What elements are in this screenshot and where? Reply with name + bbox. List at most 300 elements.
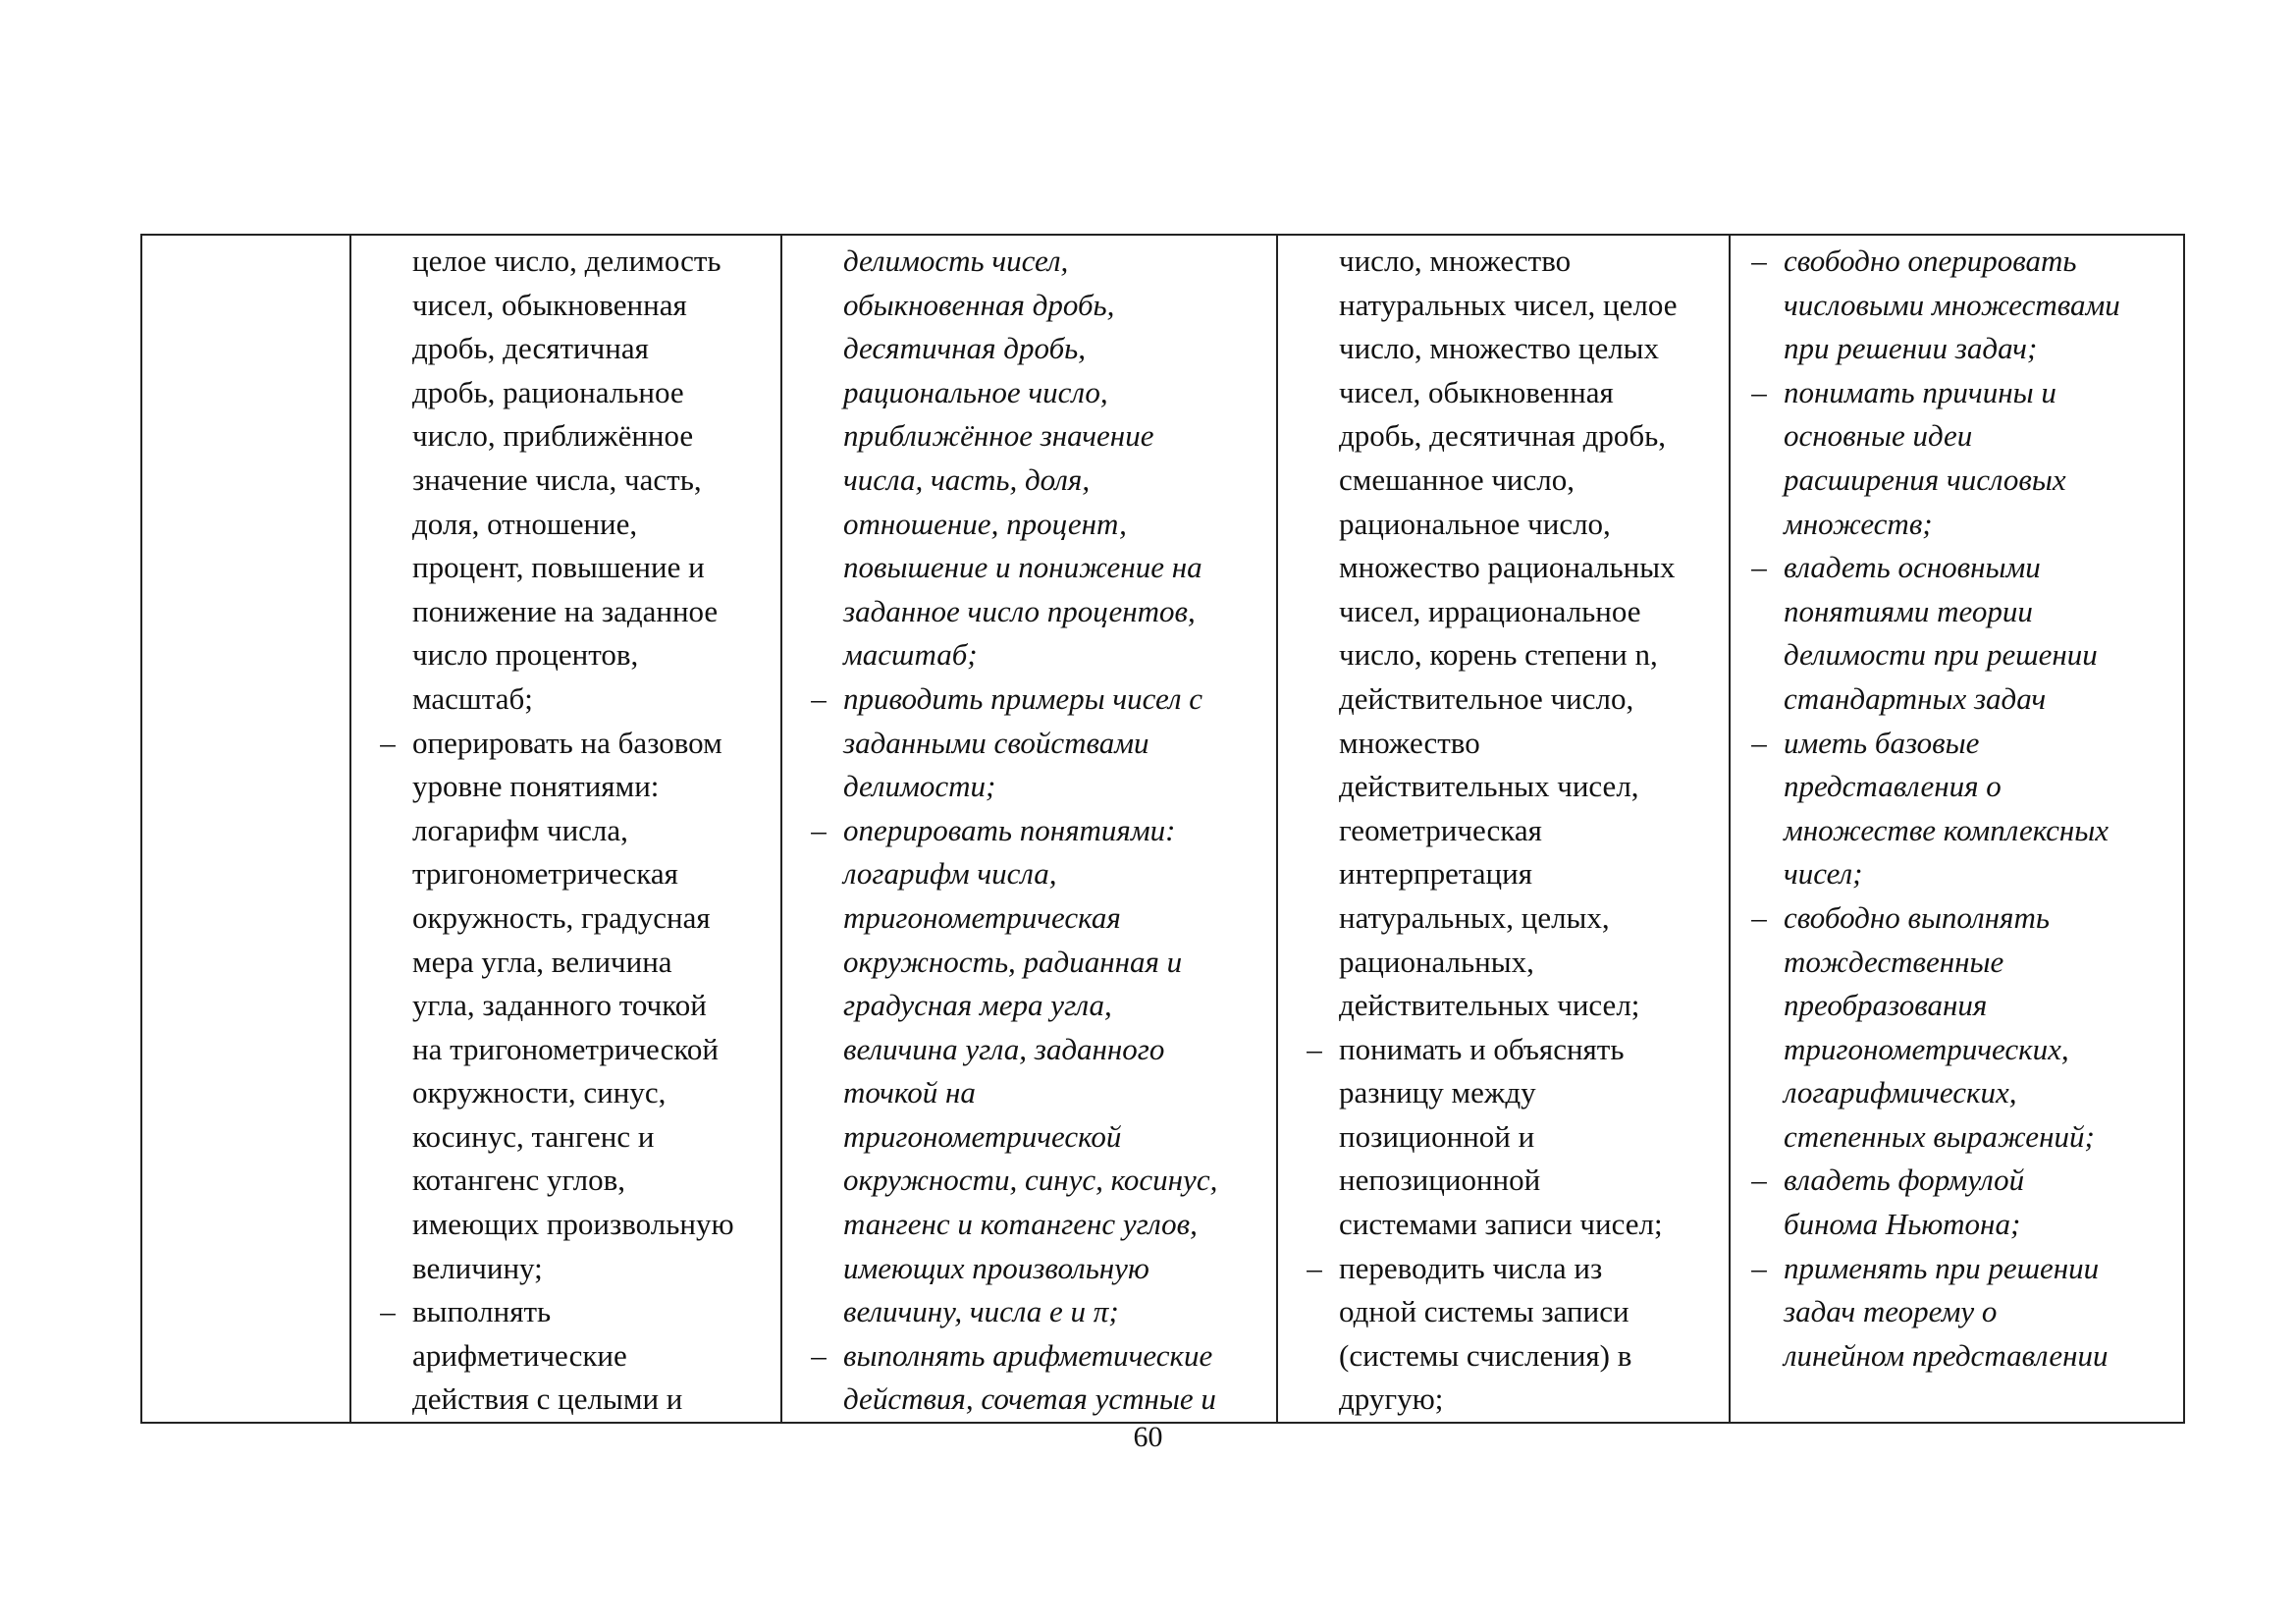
table-cell-advanced-level-extended [1730,235,2184,1423]
line-text: другую; [1339,1381,1444,1417]
line-text: тригонометрических, [1784,1031,2069,1066]
list-item-start [1735,722,2183,766]
line-text: действия, сочетая устные и [843,1381,1216,1417]
line-text: основные идеи [1784,418,1973,454]
bullet-spacer [1735,941,1784,985]
list-item-line [363,1115,780,1160]
list-item-line [363,809,780,853]
dash-bullet: – [380,1294,396,1329]
list-item-line [794,633,1276,677]
list-item-line [1290,809,1729,853]
list-item-line [363,1378,780,1422]
list-item-start [363,1290,780,1334]
bullet-spacer [363,546,412,590]
bullet-spacer [1290,503,1339,547]
list-item-start [1735,371,2183,415]
bullet-spacer [794,1247,843,1291]
list-item-line [1290,503,1729,547]
line-text: величину, числа е и π; [843,1294,1119,1329]
list-item-line [363,371,780,415]
list-item-line [363,1028,780,1072]
table-row [141,235,2184,1423]
line-text: десятичная дробь, [843,331,1087,366]
line-text: понижение на заданное [412,593,719,628]
list-item-line [794,1071,1276,1115]
bullet-spacer [1290,1378,1339,1422]
line-text: масштаб; [412,680,533,716]
list-item-line [1735,677,2183,722]
list-item-line [363,503,780,547]
line-text: дробь, десятичная [412,331,649,366]
line-text: тангенс и котангенс углов, [843,1207,1198,1242]
line-text: обыкновенная дробь, [843,287,1115,322]
bullet-spacer [1290,459,1339,503]
cell-lines [351,236,780,1422]
bullet-spacer [1290,765,1339,809]
list-item-line [1735,1071,2183,1115]
list-item-start [1735,1159,2183,1203]
bullet-spacer [363,633,412,677]
list-item-line [1735,1290,2183,1334]
line-text: котангенс углов, [412,1163,626,1198]
list-item-line [363,896,780,941]
line-text: рациональное число, [843,374,1108,409]
list-item-line [363,284,780,328]
line-text: величину; [412,1250,543,1285]
bullet-spacer [363,1334,412,1379]
list-item-start [794,1334,1276,1379]
list-item-start [1290,1247,1729,1291]
list-item-line [1290,722,1729,766]
line-text: логарифм числа, [843,856,1057,892]
line-text: чисел, обыкновенная [412,287,687,322]
list-item-line [794,371,1276,415]
line-text: доля, отношение, [412,506,638,541]
list-item-line [1735,590,2183,634]
list-item-line [363,633,780,677]
line-text: чисел, иррациональное [1339,593,1641,628]
line-text: действия с целыми и [412,1381,683,1417]
line-text: делимости при решении [1784,637,2098,673]
line-text: геометрическая [1339,812,1542,847]
line-text: число, корень степени n, [1339,637,1658,673]
line-text: повышение и понижение на [843,550,1202,585]
dash-bullet: – [1751,899,1767,935]
list-item-line [794,284,1276,328]
line-text: натуральных чисел, целое [1339,287,1678,322]
bullet-spacer [1735,503,1784,547]
line-text: целое число, делимость [412,244,721,278]
line-text: выполнять [412,1294,552,1329]
bullet-spacer [794,1378,843,1422]
line-text: множеств; [1784,506,1933,541]
list-item-line [363,1247,780,1291]
bullet-spacer [363,765,412,809]
line-text: применять при решении [1784,1250,2100,1285]
list-item-start [363,722,780,766]
line-text: числовыми множествами [1784,287,2120,322]
bullet-spacer [363,984,412,1028]
line-text: окружность, градусная [412,899,711,935]
line-text: дробь, десятичная дробь, [1339,418,1667,454]
line-text: рациональных, [1339,944,1534,979]
dash-bullet: – [1307,1250,1322,1285]
line-text: тождественные [1784,944,2004,979]
line-text: интерпретация [1339,856,1532,892]
bullet-spacer [794,1203,843,1247]
list-item-line [1290,546,1729,590]
line-text: действительных чисел, [1339,769,1639,804]
list-item-line [1290,284,1729,328]
bullet-spacer [1290,852,1339,896]
dash-bullet: – [811,812,827,847]
line-text: число, множество целых [1339,331,1660,366]
bullet-spacer [1290,941,1339,985]
list-item-start [1290,1028,1729,1072]
list-item-line [794,941,1276,985]
bullet-spacer [794,327,843,371]
line-text: множество [1339,725,1480,760]
line-text: имеющих произвольную [412,1207,734,1242]
list-item-line [363,677,780,722]
line-text: смешанное число, [1339,461,1575,497]
list-item-line [794,1290,1276,1334]
bullet-spacer [794,284,843,328]
line-text: дробь, рациональное [412,374,684,409]
table-cell-empty [141,235,350,1423]
line-text: угла, заданного точкой [412,988,707,1023]
line-text: тригонометрической [843,1118,1122,1154]
line-text: иметь базовые [1784,725,1980,760]
line-text: степенных выражений; [1784,1118,2095,1154]
bullet-spacer [363,941,412,985]
list-item-line [1290,1203,1729,1247]
page-number: 60 [1133,1421,1163,1453]
line-text: понимать причины и [1784,374,2056,409]
bullet-spacer [1735,809,1784,853]
line-text: позиционной и [1339,1118,1535,1154]
line-text: числа, часть, доля, [843,461,1091,497]
line-text: свободно оперировать [1784,244,2077,278]
list-item-line [1735,941,2183,985]
line-text: выполнять арифметические [843,1337,1213,1373]
list-item-line [1290,984,1729,1028]
bullet-spacer [1290,677,1339,722]
dash-bullet: – [1751,1163,1767,1198]
line-text: понимать и объяснять [1339,1031,1625,1066]
list-item-start [1735,1247,2183,1291]
bullet-spacer [363,1378,412,1422]
bullet-spacer [794,1159,843,1203]
list-item-line [794,1247,1276,1291]
list-item-line [794,503,1276,547]
dash-bullet: – [1751,1250,1767,1285]
line-text: одной системы записи [1339,1294,1629,1329]
bullet-spacer [1290,1115,1339,1160]
bullet-spacer [1290,240,1339,284]
list-item-line [1290,1115,1729,1160]
list-item-line [363,984,780,1028]
bullet-spacer [363,1071,412,1115]
line-text: величина угла, заданного [843,1031,1165,1066]
line-text: число, приближённое [412,418,694,454]
line-text: понятиями теории [1784,593,2033,628]
list-item-start [794,677,1276,722]
list-item-line [1290,1290,1729,1334]
bullet-spacer [363,809,412,853]
list-item-line [1735,633,2183,677]
list-item-line [794,765,1276,809]
bullet-spacer [794,590,843,634]
list-item-line [363,941,780,985]
list-item-line [1290,633,1729,677]
bullet-spacer [794,1071,843,1115]
bullet-spacer [794,896,843,941]
bullet-spacer [1290,284,1339,328]
bullet-spacer [1290,896,1339,941]
list-item-line [363,240,780,284]
bullet-spacer [1290,1203,1339,1247]
list-item-start [1735,546,2183,590]
bullet-spacer [1290,633,1339,677]
cell-lines [1731,236,2183,1378]
list-item-line [794,1203,1276,1247]
line-text: при решении задач; [1784,331,2038,366]
line-text: действительное число, [1339,680,1634,716]
table-cell-advanced-level [1277,235,1730,1423]
bullet-spacer [363,1028,412,1072]
bullet-spacer [363,1115,412,1160]
line-text: бинома Ньютона; [1784,1207,2021,1242]
bullet-spacer [1290,371,1339,415]
list-item-line [363,1071,780,1115]
line-text: отношение, процент, [843,506,1127,541]
line-text: владеть формулой [1784,1163,2025,1198]
list-item-line [1735,984,2183,1028]
bullet-spacer [1735,765,1784,809]
bullet-spacer [1290,327,1339,371]
bullet-spacer [794,765,843,809]
line-text: делимость чисел, [843,244,1069,278]
list-item-line [363,546,780,590]
line-text: косинус, тангенс и [412,1118,655,1154]
line-text: множестве комплексных [1784,812,2109,847]
line-text: приближённое значение [843,418,1154,454]
list-item-line [363,459,780,503]
bullet-spacer [1735,984,1784,1028]
line-text: свободно выполнять [1784,899,2050,935]
bullet-spacer [794,1115,843,1160]
list-item-line [363,327,780,371]
list-item-line [794,984,1276,1028]
line-text: арифметические [412,1337,627,1373]
line-text: мера угла, величина [412,944,672,979]
list-item-line [794,722,1276,766]
list-item-line [794,896,1276,941]
bullet-spacer [363,1247,412,1291]
bullet-spacer [1290,809,1339,853]
line-text: градусная мера угла, [843,988,1112,1023]
bullet-spacer [794,240,843,284]
dash-bullet: – [380,725,396,760]
cell-lines [782,236,1276,1422]
line-text: задач теорему о [1784,1294,1998,1329]
line-text: заданное число процентов, [843,593,1196,628]
line-text: натуральных, целых, [1339,899,1610,935]
bullet-spacer [1290,546,1339,590]
line-text: (системы счисления) в [1339,1337,1632,1373]
list-item-line [1735,1203,2183,1247]
line-text: непозиционной [1339,1163,1541,1198]
list-item-line [1735,503,2183,547]
bullet-spacer [363,240,412,284]
table-cell-basic-level-extended [781,235,1277,1423]
line-text: расширения числовых [1784,461,2066,497]
bullet-spacer [1290,722,1339,766]
line-text: переводить числа из [1339,1250,1603,1285]
list-item-line [794,459,1276,503]
list-item-line [1290,414,1729,459]
list-item-line [794,546,1276,590]
bullet-spacer [1290,1071,1339,1115]
line-text: оперировать на базовом [412,725,722,760]
bullet-spacer [1735,633,1784,677]
list-item-line [1290,896,1729,941]
bullet-spacer [363,284,412,328]
line-text: заданными свойствами [843,725,1149,760]
bullet-spacer [1290,590,1339,634]
bullet-spacer [1735,1334,1784,1379]
dash-bullet: – [1751,374,1767,409]
bullet-spacer [794,1290,843,1334]
bullet-spacer [363,1159,412,1203]
line-text: чисел; [1784,856,1863,892]
bullet-spacer [363,896,412,941]
bullet-spacer [794,459,843,503]
list-item-line [1290,327,1729,371]
bullet-spacer [794,1028,843,1072]
bullet-spacer [1735,590,1784,634]
list-item-line [363,765,780,809]
list-item-line [1735,327,2183,371]
line-text: делимости; [843,769,996,804]
list-item-line [794,852,1276,896]
list-item-line [363,590,780,634]
list-item-line [1735,852,2183,896]
line-text: приводить примеры чисел с [843,680,1203,716]
bullet-spacer [1290,1159,1339,1203]
list-item-line [1735,1028,2183,1072]
bullet-spacer [794,414,843,459]
list-item-line [1290,1334,1729,1379]
dash-bullet: – [1751,244,1767,278]
line-text: на тригонометрической [412,1031,719,1066]
list-item-line [1290,371,1729,415]
bullet-spacer [363,327,412,371]
list-item-line [1735,284,2183,328]
bullet-spacer [363,371,412,415]
list-item-line [1290,677,1729,722]
line-text: окружности, синус, [412,1075,667,1110]
line-text: действительных чисел; [1339,988,1640,1023]
line-text: множество рациональных [1339,550,1676,585]
bullet-spacer [794,722,843,766]
list-item-line [794,414,1276,459]
dash-bullet: – [811,1337,827,1373]
line-text: рациональное число, [1339,506,1611,541]
list-item-line [1290,459,1729,503]
list-item-line [1290,765,1729,809]
bullet-spacer [363,1203,412,1247]
bullet-spacer [794,984,843,1028]
bullet-spacer [1290,984,1339,1028]
list-item-line [794,590,1276,634]
dash-bullet: – [811,680,827,716]
bullet-spacer [1290,414,1339,459]
list-item-line [794,1159,1276,1203]
list-item-line [1290,590,1729,634]
list-item-start [1735,896,2183,941]
line-text: преобразования [1784,988,1988,1023]
bullet-spacer [1735,1028,1784,1072]
bullet-spacer [794,941,843,985]
bullet-spacer [1290,1334,1339,1379]
table-cell-basic-level [350,235,781,1423]
line-text: точкой на [843,1075,976,1110]
dash-bullet: – [1751,725,1767,760]
line-text: уровне понятиями: [412,769,660,804]
bullet-spacer [794,503,843,547]
bullet-spacer [363,677,412,722]
list-item-line [794,1028,1276,1072]
list-item-line [363,414,780,459]
bullet-spacer [363,503,412,547]
line-text: значение числа, часть, [412,461,702,497]
bullet-spacer [1735,414,1784,459]
list-item-line [1290,941,1729,985]
list-item-line [1290,852,1729,896]
bullet-spacer [1735,1203,1784,1247]
bullet-spacer [1735,1071,1784,1115]
bullet-spacer [1290,1290,1339,1334]
list-item-line [363,1159,780,1203]
bullet-spacer [794,852,843,896]
list-item-line [794,327,1276,371]
list-item-line [1290,240,1729,284]
line-text: имеющих произвольную [843,1250,1149,1285]
bullet-spacer [363,414,412,459]
bullet-spacer [1735,1115,1784,1160]
line-text: логарифм числа, [412,812,628,847]
bullet-spacer [794,633,843,677]
cell-lines [1278,236,1729,1422]
line-text: окружности, синус, косинус, [843,1163,1218,1198]
line-text: число процентов, [412,637,639,673]
line-text: масштаб; [843,637,978,673]
line-text: разницу между [1339,1075,1536,1110]
line-text: стандартных задач [1784,680,2047,716]
line-text: представления о [1784,769,2002,804]
line-text: системами записи чисел; [1339,1207,1663,1242]
bullet-spacer [1735,284,1784,328]
list-item-line [794,240,1276,284]
line-text: окружность, радианная и [843,944,1183,979]
list-item-line [363,852,780,896]
list-item-line [1735,414,2183,459]
list-item-line [1735,1334,2183,1379]
list-item-line [794,1378,1276,1422]
bullet-spacer [1735,852,1784,896]
